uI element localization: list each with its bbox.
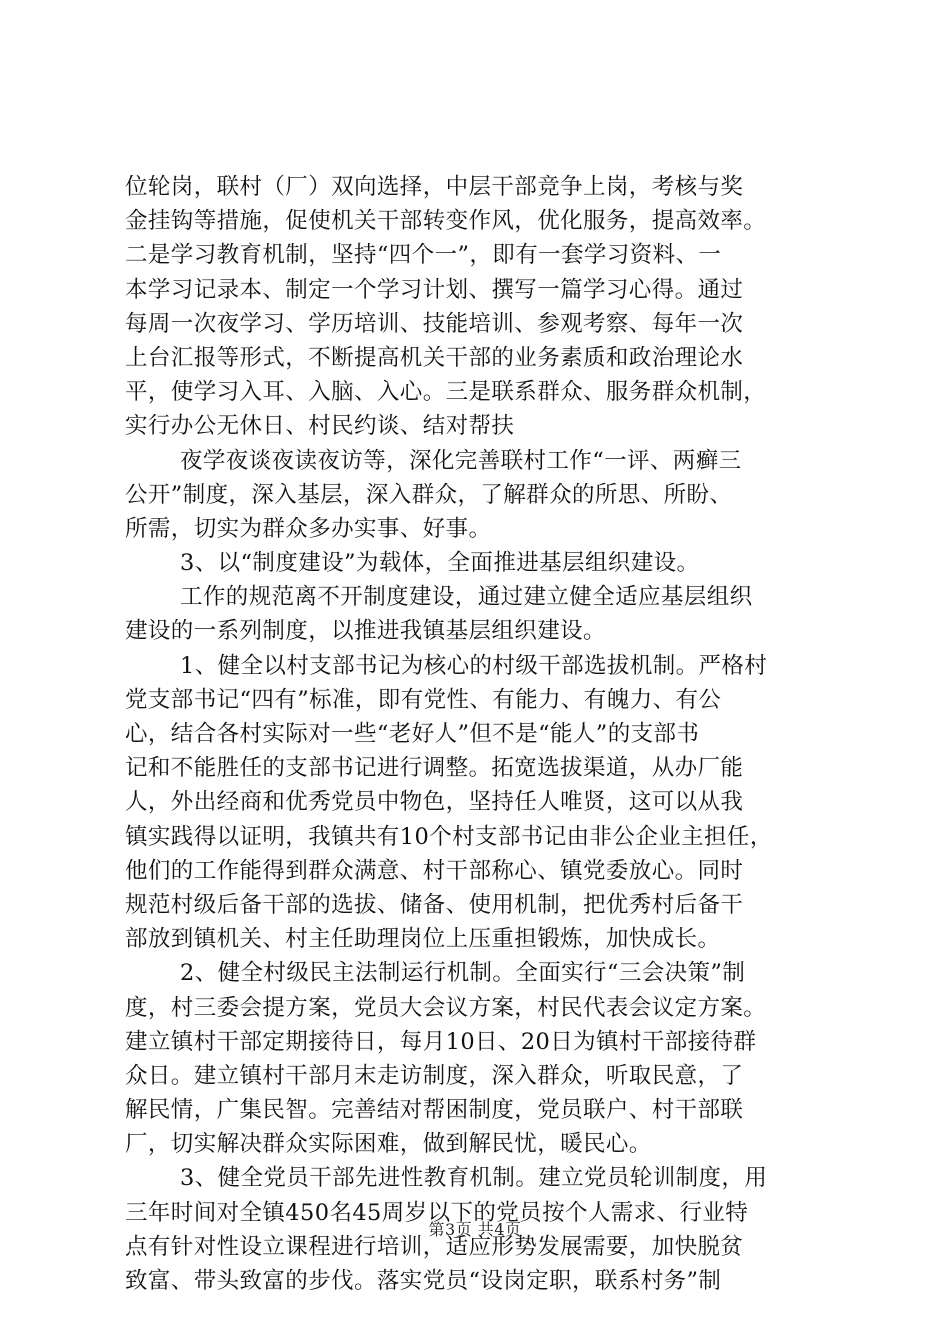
document-body: [125, 170, 830, 1298]
text-line: 度，村三委会提方案，党员大会议方案，村民代表会议定方案。: [125, 994, 767, 1021]
text-line: 位轮岗，联村（厂）双向选择，中层干部竞争上岗，考核与奖: [125, 174, 744, 200]
text-line: 三年时间对全镇450名45周岁以下的党员按个人需求、行业特: [125, 1199, 749, 1226]
text-line: 所需，切实为群众多办实事、好事。: [125, 515, 492, 542]
text-line: 党支部书记“四有”标准，即有党性、有能力、有魄力、有公: [125, 686, 722, 713]
text-line: 心，结合各村实际对一些“老好人”但不是“能人”的支部书: [125, 721, 700, 747]
text-line: 每周一次夜学习、学历培训、技能培训、参观考察、每年一次: [125, 310, 744, 337]
text-line: 解民情，广集民智。完善结对帮困制度，党员联户、村干部联: [125, 1097, 744, 1124]
text-line: 公开”制度，深入基层，深入群众，了解群众的所思、所盼、: [125, 481, 733, 508]
text-line: 记和不能胜任的支部书记进行调整。拓宽选拔渠道，从办厂能: [125, 755, 744, 782]
page-footer: 第3页 共4页: [428, 1220, 522, 1239]
text-line: 1、健全以村支部书记为核心的村级干部选拔机制。严格村: [180, 652, 768, 679]
text-line: 人，外出经商和优秀党员中物色，坚持任人唯贤，这可以从我: [125, 789, 744, 816]
text-line: 2、健全村级民主法制运行机制。全面实行“三会决策”制: [180, 960, 746, 987]
text-line: 平，使学习入耳、入脑、入心。三是联系群众、服务群众机制，: [125, 379, 767, 406]
text-line: 建立镇村干部定期接待日，每月10日、20日为镇村干部接待群: [125, 1028, 757, 1055]
text-line: 部放到镇机关、村主任助理岗位上压重担锻炼，加快成长。: [125, 926, 721, 953]
text-line: 镇实践得以证明，我镇共有10个村支部书记由非公企业主担任，: [125, 823, 773, 850]
text-line: 上台汇报等形式，不断提高机关干部的业务素质和政治理论水: [125, 344, 744, 371]
text-line: 本学习记录本、制定一个学习计划、撰写一篇学习心得。通过: [125, 276, 744, 303]
text-line: 厂，切实解决群众实际困难，做到解民忧，暖民心。: [125, 1131, 652, 1158]
text-line: 众日。建立镇村干部月末走访制度，深入群众，听取民意，了: [125, 1062, 744, 1089]
text-line: 规范村级后备干部的选拔、储备、使用机制，把优秀村后备干: [125, 891, 744, 918]
text-line: 点有针对性设立课程进行培训，适应形势发展需要，加快脱贫: [125, 1233, 744, 1260]
text-line: 金挂钩等措施，促使机关干部转变作风，优化服务，提高效率。: [125, 208, 767, 235]
text-line: 工作的规范离不开制度建设，通过建立健全适应基层组织: [180, 584, 753, 611]
text-line: 他们的工作能得到群众满意、村干部称心、镇党委放心。同时: [125, 857, 744, 884]
text-line: 二是学习教育机制，坚持“四个一”，即有一套学习资料、一: [125, 242, 722, 269]
text-line: 3、健全党员干部先进性教育机制。建立党员轮训制度，用: [180, 1165, 768, 1192]
text-line: 实行办公无休日、村民约谈、结对帮扶: [125, 413, 515, 440]
text-line: 夜学夜谈夜读夜访等，深化完善联村工作“一评、两癣三: [180, 447, 742, 474]
text-line: 建设的一系列制度，以推进我镇基层组织建设。: [125, 618, 606, 645]
text-line: 致富、带头致富的步伐。落实党员“设岗定职，联系村务”制: [125, 1268, 722, 1294]
text-line: 3、以“制度建设”为载体，全面推进基层组织建设。: [180, 550, 700, 577]
